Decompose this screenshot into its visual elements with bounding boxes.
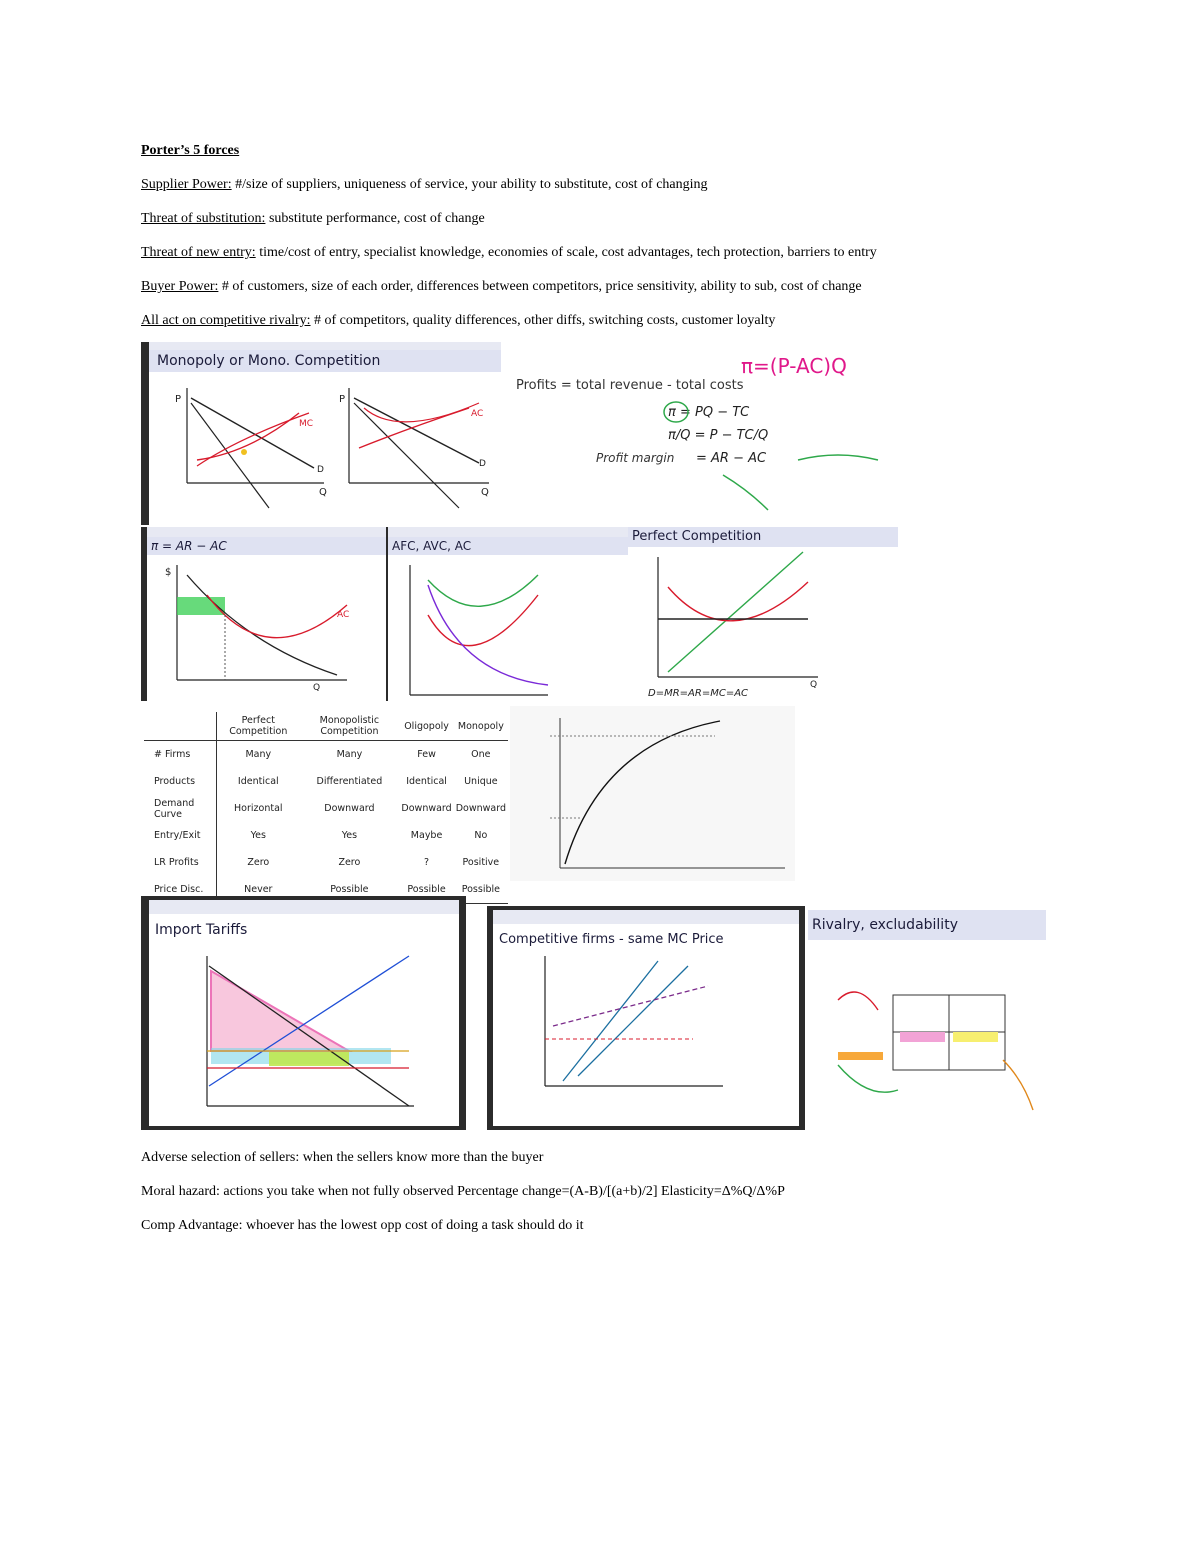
table-cell: ? [424, 857, 430, 868]
svg-text:D: D [317, 465, 324, 475]
table-cell: Few [417, 749, 436, 760]
perfect-competition-slide [628, 527, 898, 701]
table-cell: Possible [454, 876, 508, 904]
table-row [144, 849, 508, 876]
table-row [144, 795, 508, 822]
slide-title: AFC, AVC, AC [388, 537, 628, 555]
table-cell: Downward [324, 803, 375, 814]
force-label: Supplier Power: [141, 177, 232, 192]
table-cell: Possible [299, 876, 399, 904]
force-text: substitute performance, cost of change [265, 211, 485, 226]
profit-margin-label: Profit margin [596, 451, 675, 465]
table-cell: Identical [237, 776, 279, 787]
table-cell: Positive [462, 857, 500, 868]
table-header: Oligopoly [399, 712, 453, 741]
table-cell: Identical [406, 776, 447, 787]
note-comp-advantage: Comp Advantage: whoever has the lowest opp cost of doing a task should do it [141, 1218, 584, 1233]
slide-title: Competitive firms - same MC Price [499, 932, 724, 947]
svg-text:$: $ [165, 567, 172, 578]
heading: Porter’s 5 forces [141, 143, 240, 158]
force-new-entry [141, 245, 877, 261]
utility-curve-image [510, 706, 795, 881]
slide-title: Rivalry, excludability [808, 910, 1046, 940]
svg-text:Q: Q [481, 487, 489, 498]
import-tariffs-slide [141, 896, 466, 1130]
force-buyer [141, 279, 862, 295]
svg-text:P: P [175, 394, 182, 405]
table-cell: Demand Curve [144, 795, 217, 822]
slide-title: π = AR − AC [147, 537, 386, 555]
table-cell: Possible [399, 876, 453, 904]
afc-avc-ac-slide [386, 527, 628, 701]
rivalry-excludability-slide [808, 910, 1046, 1120]
profits-equation: Profits = total revenue - total costs [516, 378, 744, 393]
hand-annotations [508, 350, 903, 520]
table-cell: No [474, 830, 488, 841]
table-cell: Unique [464, 776, 498, 787]
table-cell: Maybe [410, 830, 443, 841]
perfect-competition-graph [628, 547, 898, 701]
table-cell: Price Disc. [144, 876, 217, 904]
handwritten-profit: π=(P-AC)Q [741, 354, 847, 378]
table-header: Monopoly [454, 712, 508, 741]
svg-text:Q: Q [810, 680, 818, 690]
force-label: Buyer Power: [141, 279, 219, 294]
table-cell: Entry/Exit [144, 822, 217, 849]
table-cell: Never [217, 876, 300, 904]
svg-text:Q: Q [319, 487, 327, 498]
table-cell: Downward [401, 803, 452, 814]
equation-3: = AR − AC [696, 451, 767, 466]
table-row [144, 768, 508, 795]
slide-title: Monopoly or Mono. Competition [149, 350, 501, 372]
note-adverse-selection: Adverse selection of sellers: when the sellers know more than the buyer [141, 1150, 544, 1165]
table-cell: Zero [338, 857, 361, 868]
svg-text:AC: AC [337, 610, 350, 620]
table-row [144, 741, 508, 769]
profit-equations [508, 350, 903, 520]
force-text: # of competitors, quality differences, other diffs, switching costs, customer loyalty [310, 313, 776, 328]
perfect-caption: D=MR=AR=MC=AC [648, 688, 749, 699]
utility-curve-graph [510, 706, 795, 881]
table-cell: Products [144, 768, 217, 795]
table-header: Perfect Competition [217, 712, 300, 741]
force-rivalry [141, 313, 775, 329]
rivalry-grid [808, 940, 1046, 1120]
table-cell: Differentiated [316, 776, 383, 787]
force-text: time/cost of entry, specialist knowledge, economies of scale, cost advantages, tech protection, barriers to entry [255, 245, 877, 260]
table-cell: Many [245, 749, 272, 760]
force-text: #/size of suppliers, uniqueness of service, your ability to substitute, cost of changing [231, 177, 708, 192]
slide-title: Import Tariffs [155, 922, 248, 938]
monopoly-slide [141, 342, 501, 525]
table-cell: One [471, 749, 491, 760]
svg-text:AC: AC [471, 409, 484, 419]
competitive-firms-slide [487, 906, 805, 1130]
svg-text:P: P [339, 394, 346, 405]
force-label: Threat of new entry: [141, 245, 256, 260]
note-moral-hazard: Moral hazard: actions you take when not fully observed Percentage change=(A-B)/[(a+b)/2] Elasticity=Δ%Q/Δ%P [141, 1184, 785, 1199]
monopoly-graphs [149, 368, 501, 525]
force-supplier [141, 177, 708, 193]
table-cell: Yes [250, 830, 266, 841]
svg-text:Q: Q [313, 683, 321, 693]
table-cell: LR Profits [144, 849, 217, 876]
equation-2: π/Q = P − TC/Q [668, 428, 769, 443]
pi-ar-ac-graph [147, 555, 386, 701]
table-header: Monopolistic Competition [299, 712, 399, 741]
force-text: # of customers, size of each order, differences between competitors, price sensitivity, ability to sub, cost of change [218, 279, 862, 294]
force-label: Threat of substitution: [141, 211, 266, 226]
afc-avc-ac-graph [388, 555, 628, 701]
import-tariffs-graph [149, 936, 459, 1126]
force-label: All act on competitive rivalry: [141, 313, 311, 328]
svg-text:MC: MC [299, 419, 314, 429]
table-cell: Horizontal [234, 803, 283, 814]
pi-ar-ac-slide [141, 527, 386, 701]
table-cell: Zero [247, 857, 270, 868]
table-cell: Many [336, 749, 363, 760]
competitive-firms-graph [493, 946, 799, 1126]
market-structure-table [144, 712, 508, 904]
table-cell: Yes [341, 830, 358, 841]
table-row [144, 822, 508, 849]
equation-1: π = PQ − TC [668, 405, 750, 420]
force-substitution [141, 211, 485, 227]
slide-title: Perfect Competition [628, 527, 898, 547]
table-header [144, 712, 217, 741]
table-cell: # Firms [144, 741, 217, 769]
table-cell: Downward [455, 803, 506, 814]
svg-text:D: D [479, 459, 486, 469]
